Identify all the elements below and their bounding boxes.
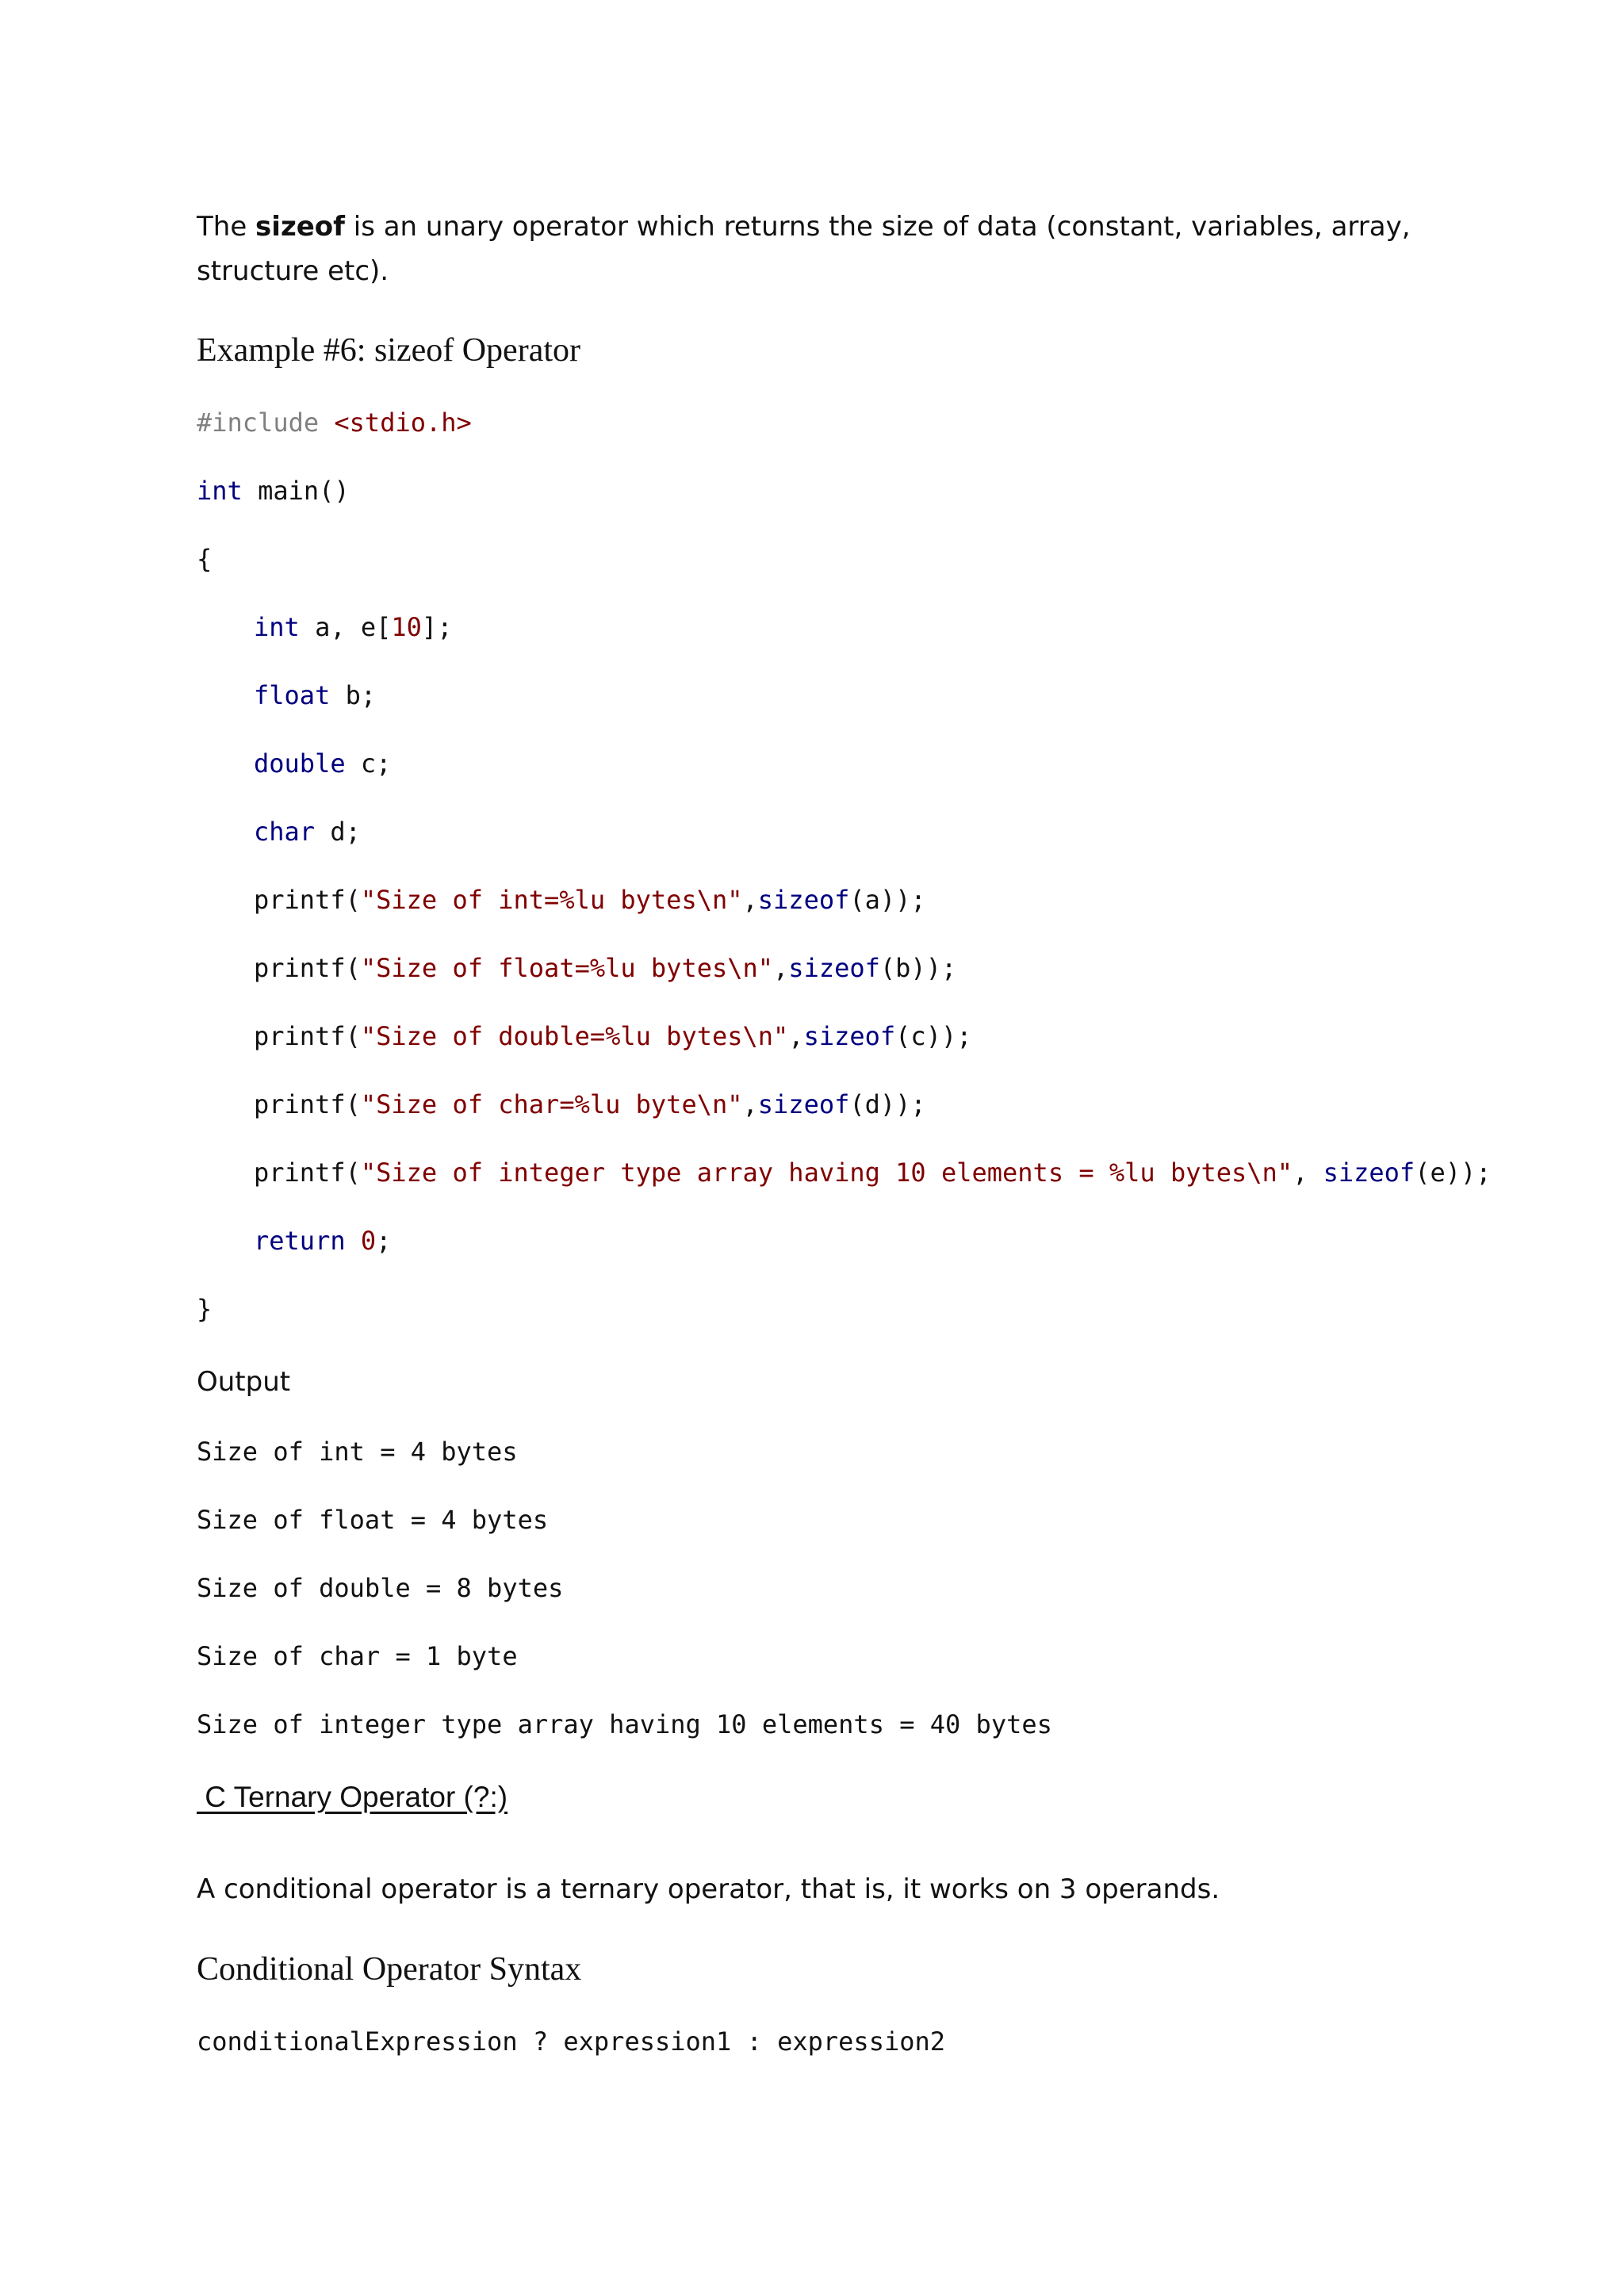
code-line-decl-double bbox=[254, 745, 391, 782]
intro-suffix: is an unary operator which returns the size of data (constant, variables, array, structure etc). bbox=[197, 211, 1411, 287]
keyword: double bbox=[254, 748, 346, 779]
keyword: sizeof bbox=[803, 1021, 896, 1051]
number-literal: 10 bbox=[391, 612, 422, 642]
intro-prefix: The bbox=[197, 211, 256, 243]
code-text: (d)); bbox=[849, 1089, 926, 1119]
keyword: int bbox=[197, 476, 243, 506]
string-literal: "Size of float=%lu bytes\n" bbox=[360, 953, 774, 983]
function-name: printf( bbox=[254, 1021, 361, 1051]
string-literal: "Size of integer type array having 10 elements = %lu bytes\n" bbox=[360, 1158, 1293, 1188]
code-line-main bbox=[197, 473, 350, 509]
output-line: Size of integer type array having 10 elements = 40 bytes bbox=[197, 1709, 1052, 1739]
code-text: a, e[ bbox=[299, 612, 392, 642]
syntax-heading: Conditional Operator Syntax bbox=[197, 1951, 582, 1988]
code-text: , bbox=[773, 953, 789, 983]
output-line: Size of float = 4 bytes bbox=[197, 1505, 549, 1535]
ternary-section-title: C Ternary Operator (?:) bbox=[197, 1781, 508, 1813]
keyword: float bbox=[254, 680, 331, 710]
function-name: printf( bbox=[254, 1089, 361, 1119]
string-literal: "Size of double=%lu bytes\n" bbox=[360, 1021, 789, 1051]
code-line-decl-char bbox=[254, 813, 361, 850]
output-line: Size of char = 1 byte bbox=[197, 1641, 518, 1671]
keyword: sizeof bbox=[757, 885, 850, 915]
keyword: sizeof bbox=[757, 1089, 850, 1119]
syntax-line: conditionalExpression ? expression1 : expression2 bbox=[197, 2026, 946, 2057]
intro-paragraph bbox=[197, 205, 1434, 293]
code-line-printf-char bbox=[254, 1086, 926, 1123]
function-name: printf( bbox=[254, 1158, 361, 1188]
code-text: b; bbox=[330, 680, 377, 710]
code-text: c; bbox=[345, 748, 392, 779]
code-text: , bbox=[742, 1089, 758, 1119]
preprocessor-directive: #include bbox=[197, 408, 320, 438]
code-line-close-brace: } bbox=[197, 1294, 213, 1324]
code-line-return bbox=[254, 1223, 391, 1259]
code-line-printf-float bbox=[254, 950, 956, 986]
header-name: <stdio.h> bbox=[334, 408, 472, 438]
intro-bold-term: sizeof bbox=[255, 211, 345, 243]
code-line-printf-int bbox=[254, 882, 926, 918]
output-label: Output bbox=[197, 1366, 291, 1398]
ternary-description: A conditional operator is a ternary operator, that is, it works on 3 operands. bbox=[197, 1873, 1220, 1905]
code-line-open-brace: { bbox=[197, 544, 213, 574]
code-text: d; bbox=[315, 817, 361, 847]
code-line-printf-double bbox=[254, 1018, 971, 1054]
code-line-decl-float bbox=[254, 677, 376, 714]
code-line-decl-int bbox=[254, 609, 452, 645]
example-heading: Example #6: sizeof Operator bbox=[197, 332, 580, 369]
code-text: ; bbox=[376, 1226, 392, 1256]
string-literal: "Size of char=%lu byte\n" bbox=[360, 1089, 743, 1119]
keyword: char bbox=[254, 817, 316, 847]
code-text: main() bbox=[242, 476, 350, 506]
code-text: , bbox=[1293, 1158, 1323, 1188]
code-line-include bbox=[197, 404, 472, 441]
string-literal: "Size of int=%lu bytes\n" bbox=[360, 885, 743, 915]
output-line: Size of double = 8 bytes bbox=[197, 1573, 564, 1603]
keyword: return bbox=[254, 1226, 346, 1256]
number-literal: 0 bbox=[360, 1226, 377, 1256]
code-text: (b)); bbox=[879, 953, 957, 983]
keyword: int bbox=[254, 612, 300, 642]
code-text: (e)); bbox=[1415, 1158, 1492, 1188]
keyword: sizeof bbox=[788, 953, 880, 983]
output-line: Size of int = 4 bytes bbox=[197, 1437, 518, 1467]
code-text: (c)); bbox=[895, 1021, 972, 1051]
function-name: printf( bbox=[254, 953, 361, 983]
function-name: printf( bbox=[254, 885, 361, 915]
code-text: (a)); bbox=[849, 885, 926, 915]
code-line-printf-array bbox=[254, 1154, 1492, 1191]
keyword: sizeof bbox=[1323, 1158, 1415, 1188]
code-text: , bbox=[742, 885, 758, 915]
code-text: , bbox=[788, 1021, 804, 1051]
code-text: ]; bbox=[421, 612, 453, 642]
